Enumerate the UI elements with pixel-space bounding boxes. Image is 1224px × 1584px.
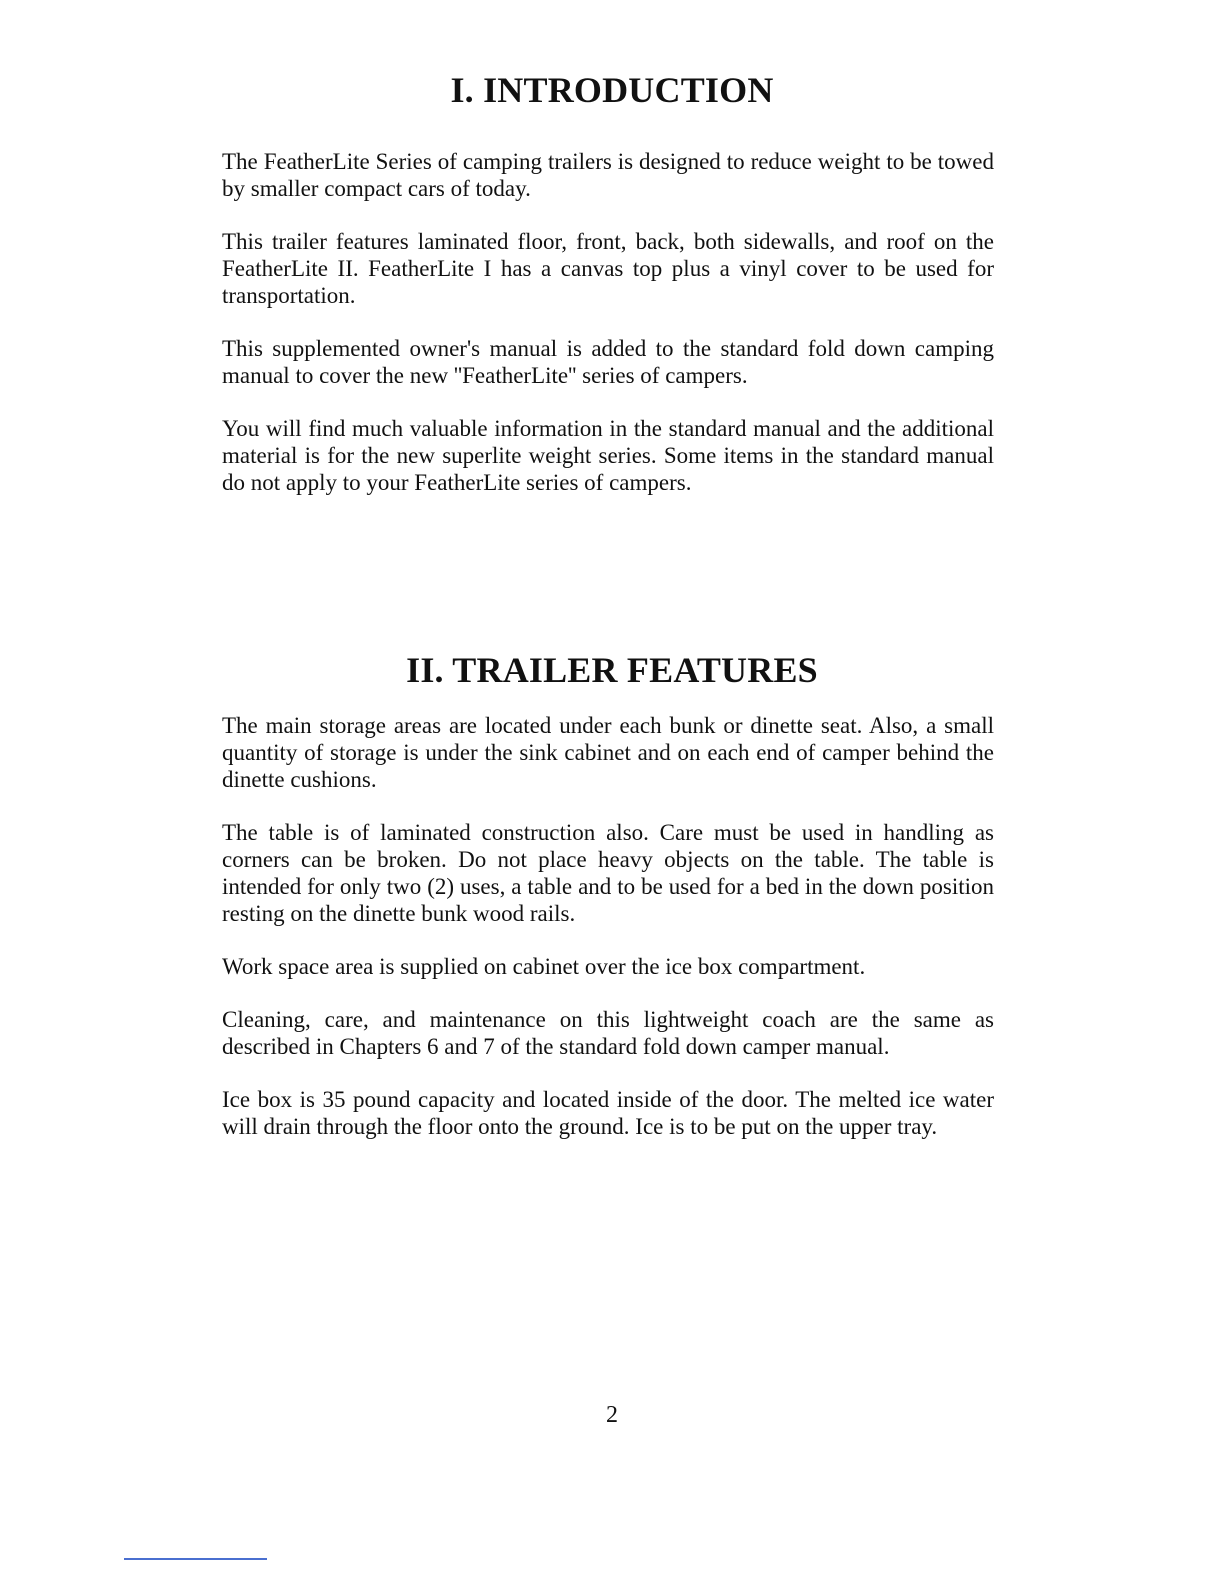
paragraph: Ice box is 35 pound capacity and located inside of the door. The melted ice water will drain through the floor onto the ground. Ice is to be put on the upper tray. [222, 1087, 994, 1139]
introduction-body [222, 148, 994, 522]
paragraph: You will find much valuable information in the standard manual and the additional material is for the new superlite weight series. Some items in the standard manual do not apply to your FeatherLite series of campers. [222, 416, 994, 495]
scan-edge-line [124, 1558, 267, 1560]
page-number: 2 [606, 1402, 618, 1428]
section-heading-trailer-features: II. TRAILER FEATURES [406, 650, 818, 690]
section-heading-introduction: I. INTRODUCTION [450, 70, 774, 110]
paragraph: Work space area is supplied on cabinet over the ice box compartment. [222, 954, 866, 979]
paragraph: The table is of laminated construction also. Care must be used in handling as corners can be broken. Do not place heavy objects on the table. The table is intended for only two (2) uses, a table and to be used for a bed in the down position resting on the dinette bunk wood rails. [222, 820, 994, 926]
paragraph: This supplemented owner's manual is added to the standard fold down camping manual to cover the new ''FeatherLite'' series of campers. [222, 336, 994, 388]
trailer-features-body [222, 712, 994, 1166]
paragraph: This trailer features laminated floor, front, back, both sidewalls, and roof on the FeatherLite II. FeatherLite I has a canvas top plus a vinyl cover to be used for transportation. [222, 229, 994, 308]
paragraph: The main storage areas are located under each bunk or dinette seat. Also, a small quantity of storage is under the sink cabinet and on each end of camper behind the dinette cushions. [222, 713, 994, 792]
paragraph: The FeatherLite Series of camping trailers is designed to reduce weight to be towed by smaller compact cars of today. [222, 149, 994, 201]
paragraph: Cleaning, care, and maintenance on this lightweight coach are the same as described in Chapters 6 and 7 of the standard fold down camper manual. [222, 1007, 994, 1059]
